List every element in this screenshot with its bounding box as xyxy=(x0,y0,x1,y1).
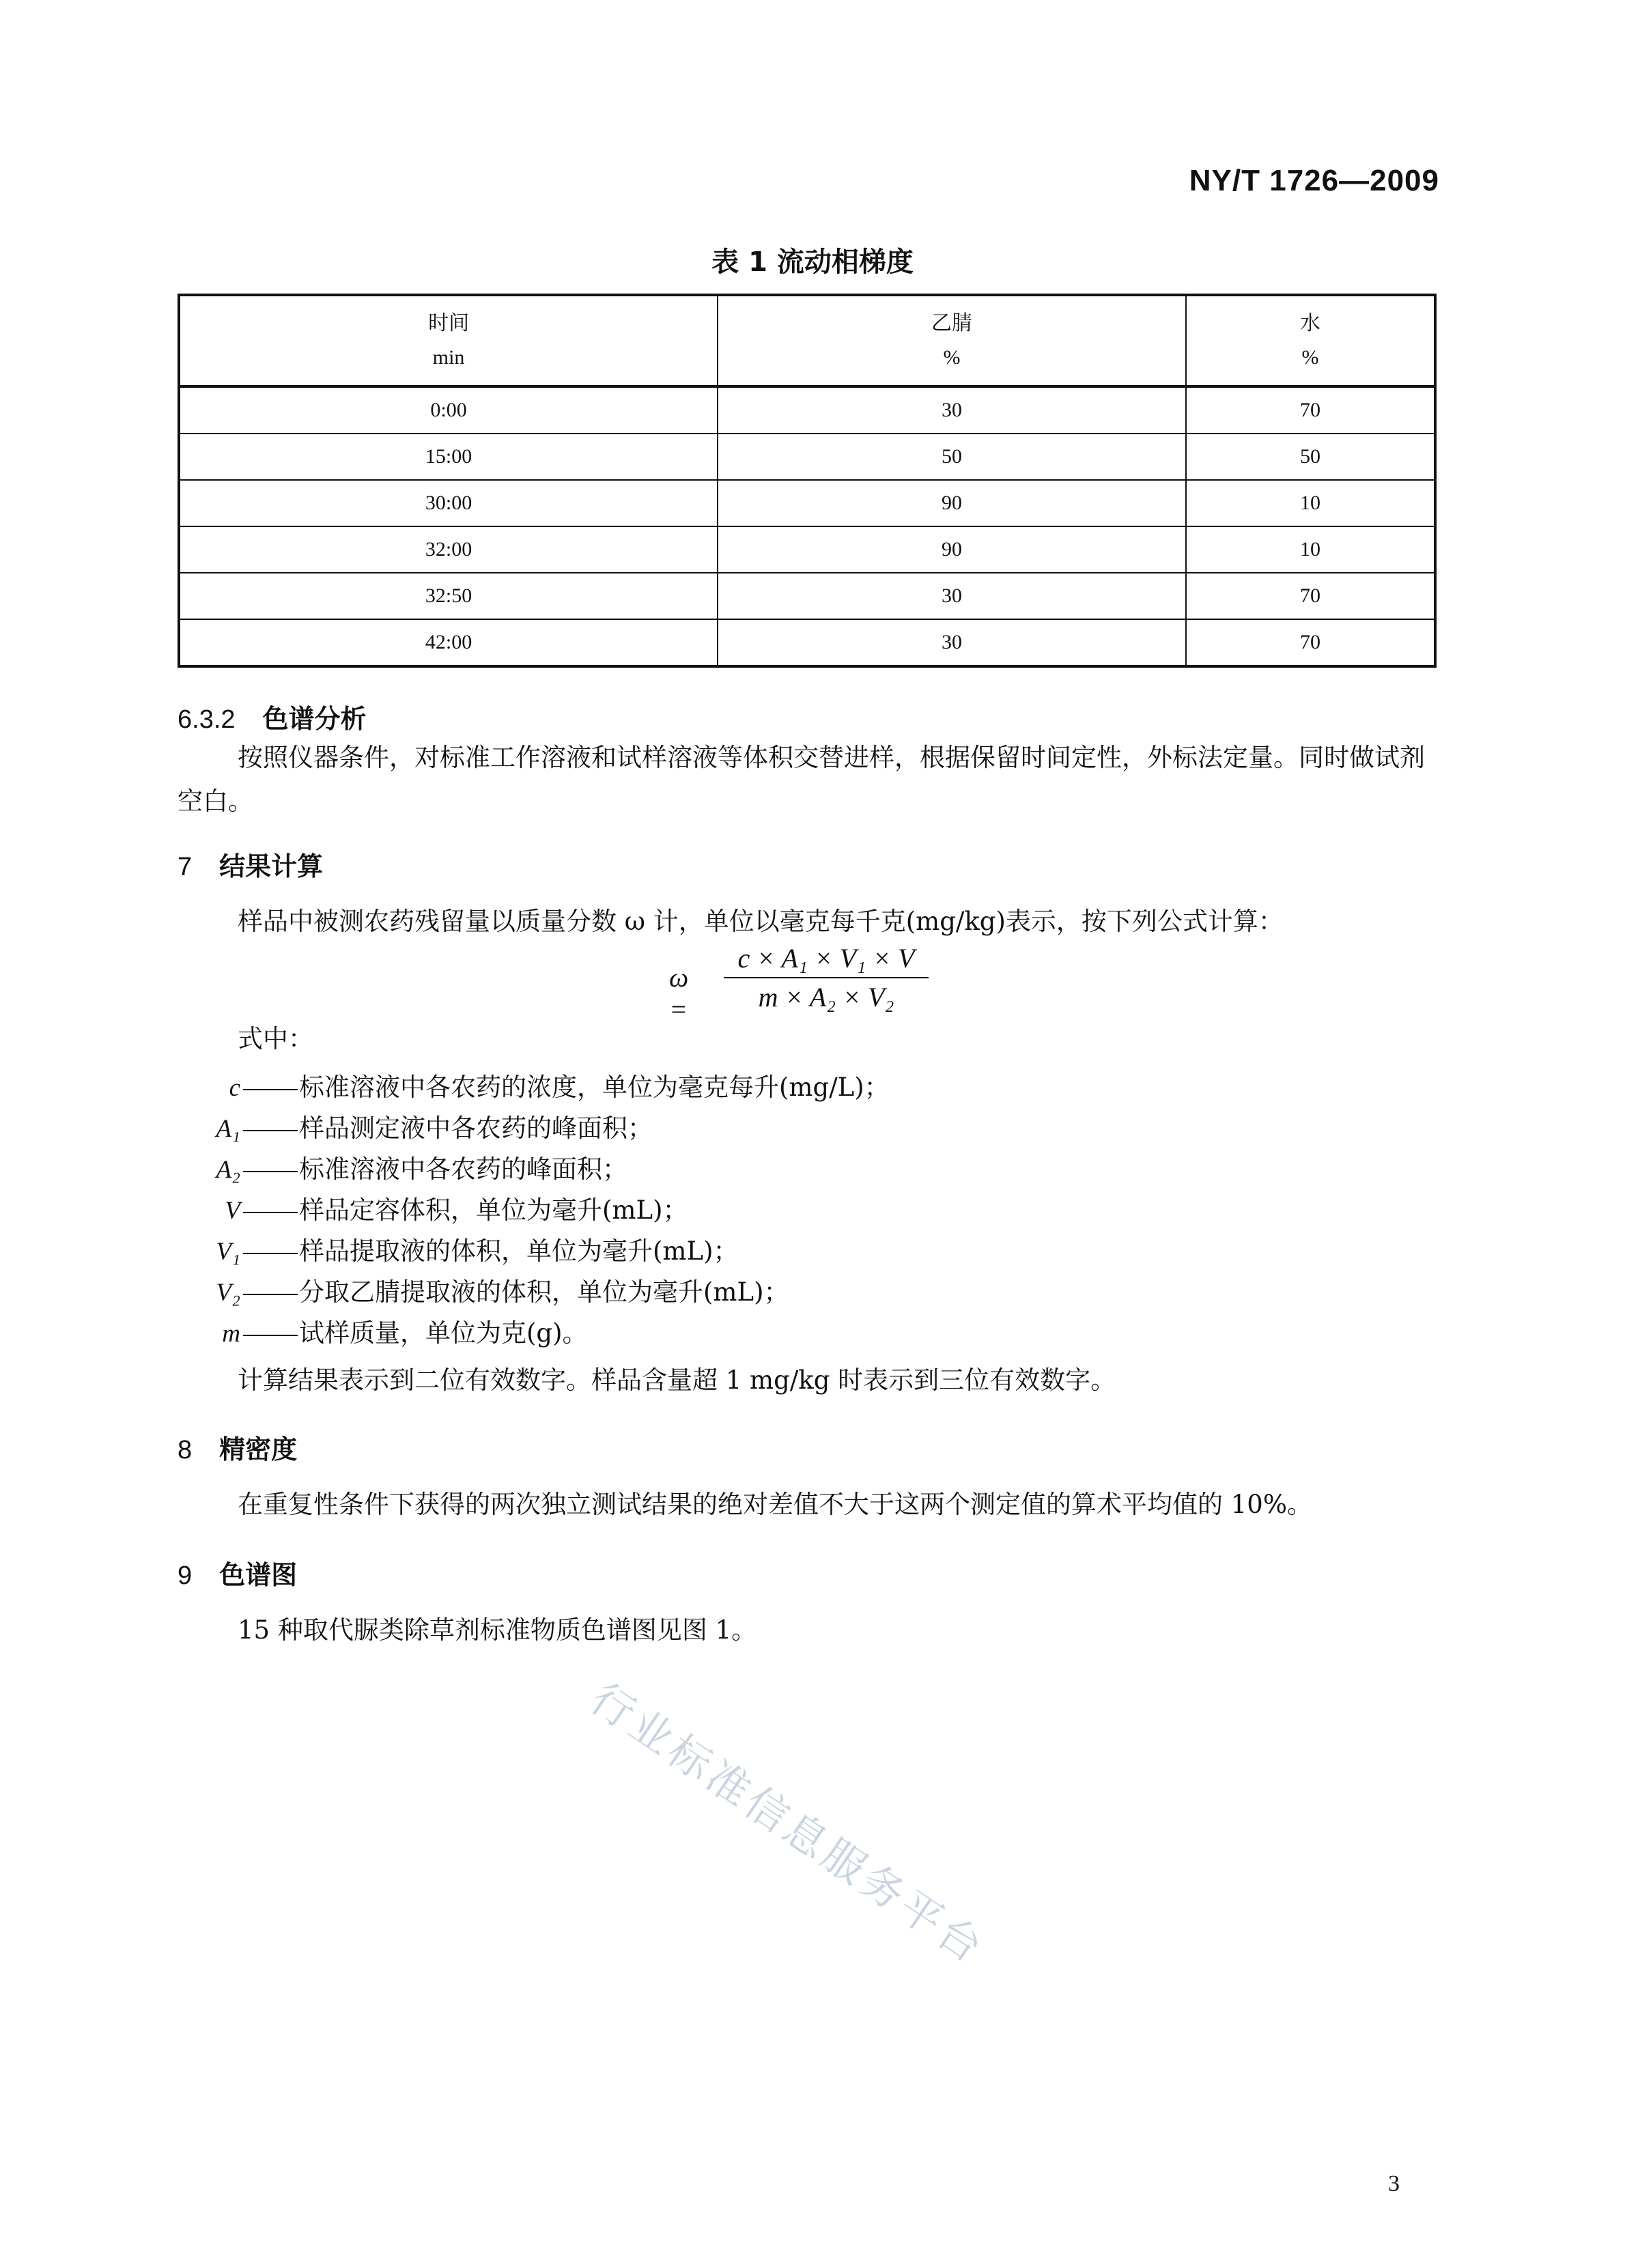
column-header: 水 % xyxy=(1186,295,1435,386)
where-label: 式中： xyxy=(238,1024,313,1053)
table-header-row xyxy=(179,295,1435,386)
calculation-note: 计算结果表示到二位有效数字。样品含量超 1 mg/kg 时表示到三位有效数字。 xyxy=(238,1365,1116,1395)
variable-def: V₂ 分取乙腈提取液的体积，单位为毫升(mL)； xyxy=(216,1277,789,1307)
variable-def: V₁ 样品提取液的体积，单位为毫升(mL)； xyxy=(216,1236,739,1266)
variable-def: m 试样质量，单位为克(g)。 xyxy=(222,1318,588,1348)
table-title: 表 1 流动相梯度 xyxy=(711,246,914,278)
table-row: 32:50 30 70 xyxy=(179,573,1435,619)
column-header: 时间 min xyxy=(179,295,718,386)
watermark: 行业标准信息服务平台 xyxy=(581,1673,995,1974)
variable-def: A₁ 样品测定液中各农药的峰面积； xyxy=(216,1114,653,1143)
section-heading-8: 8 精密度 xyxy=(178,1434,298,1464)
gradient-table xyxy=(178,294,1437,668)
section-heading-7: 7 结果计算 xyxy=(178,851,324,881)
variable-def: A₂ 标准溶液中各农药的峰面积； xyxy=(216,1154,627,1184)
table-row: 0:00 30 70 xyxy=(179,386,1435,434)
column-header: 乙腈 % xyxy=(718,295,1186,386)
standard-code: NY/T 1726—2009 xyxy=(1189,164,1439,197)
page-number: 3 xyxy=(1388,2171,1400,2196)
formula-denominator: m × A₂ × V₂ xyxy=(758,982,894,1012)
table-row: 32:00 90 10 xyxy=(179,526,1435,573)
variable-def: V 样品定容体积，单位为毫升(mL)； xyxy=(225,1195,688,1225)
formula-lhs: ω = xyxy=(669,962,689,1025)
section-heading-6-3-2: 6.3.2 色谱分析 xyxy=(178,704,367,734)
table-row: 15:00 50 50 xyxy=(179,434,1435,480)
table-row: 42:00 30 70 xyxy=(179,619,1435,666)
section-heading-9: 9 色谱图 xyxy=(178,1560,298,1590)
formula-numerator: c × A₁ × V₁ × V xyxy=(724,942,929,978)
variable-def: c 标准溶液中各农药的浓度，单位为毫克每升(mg/L)； xyxy=(229,1073,890,1102)
precision-text: 在重复性条件下获得的两次独立测试结果的绝对差值不大于这两个测定值的算术平均值的 10%。 xyxy=(238,1490,1312,1519)
chromatography-analysis-text: 按照仪器条件，对标准工作溶液和试样溶液等体积交替进样，根据保留时间定性，外标法定量。同时做试剂空白。 xyxy=(178,743,1425,816)
calculation-intro: 样品中被测农药残留量以质量分数 ω 计，单位以毫克每千克(mg/kg)表示，按下列公式计算： xyxy=(238,907,1284,936)
table-row: 30:00 90 10 xyxy=(179,480,1435,526)
chromatogram-text: 15 种取代脲类除草剂标准物质色谱图见图 1。 xyxy=(238,1615,757,1645)
